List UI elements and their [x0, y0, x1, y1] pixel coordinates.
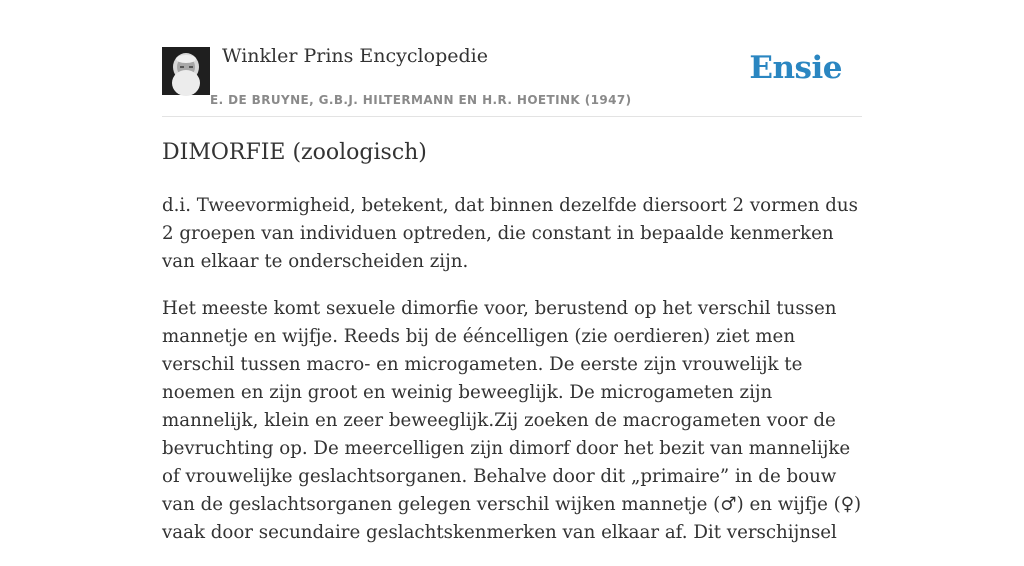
avatar[interactable]	[162, 47, 210, 95]
entry-paragraph: Het meeste komt sexuele dimorfie voor, berustend op het verschil tussen mannetje en wijfje. Reeds bij de ééncelligen (zie oerdieren) ziet men verschil tussen macro- en microgameten. De eerste zijn vrouwelijk te noemen en zijn groot en weinig beweeglijk. De microgameten zijn mannelijk, klein en zeer beweeglijk.Zij zoeken de macrogameten voor de bevruchting op. De meercelligen zijn dimorf door het bezit van mannelijke of vrouwelijke geslachtsorganen. Behalve door dit „primaire” in de bouw van de geslachtsorganen gelegen verschil wijken mannetje (♂) en wijfje (♀) vaak door secundaire geslachtskenmerken van elkaar af. Dit verschijnsel	[162, 298, 862, 543]
entry-title: DIMORFIE (zoologisch)	[162, 140, 427, 165]
entry-body	[162, 192, 862, 566]
brand-logo[interactable]: Ensie	[749, 50, 842, 86]
author-portrait-icon	[162, 47, 210, 95]
article	[162, 0, 862, 543]
source-title[interactable]: Winkler Prins Encyclopedie	[222, 45, 488, 67]
source-header	[162, 0, 862, 117]
source-authors: E. DE BRUYNE, G.B.J. HILTERMANN EN H.R. HOETINK (1947)	[210, 93, 632, 107]
entry-paragraph: d.i. Tweevormigheid, betekent, dat binnen dezelfde diersoort 2 vormen dus 2 groepen van individuen optreden, die constant in bepaalde kenmerken van elkaar te onderscheiden zijn.	[162, 195, 858, 272]
